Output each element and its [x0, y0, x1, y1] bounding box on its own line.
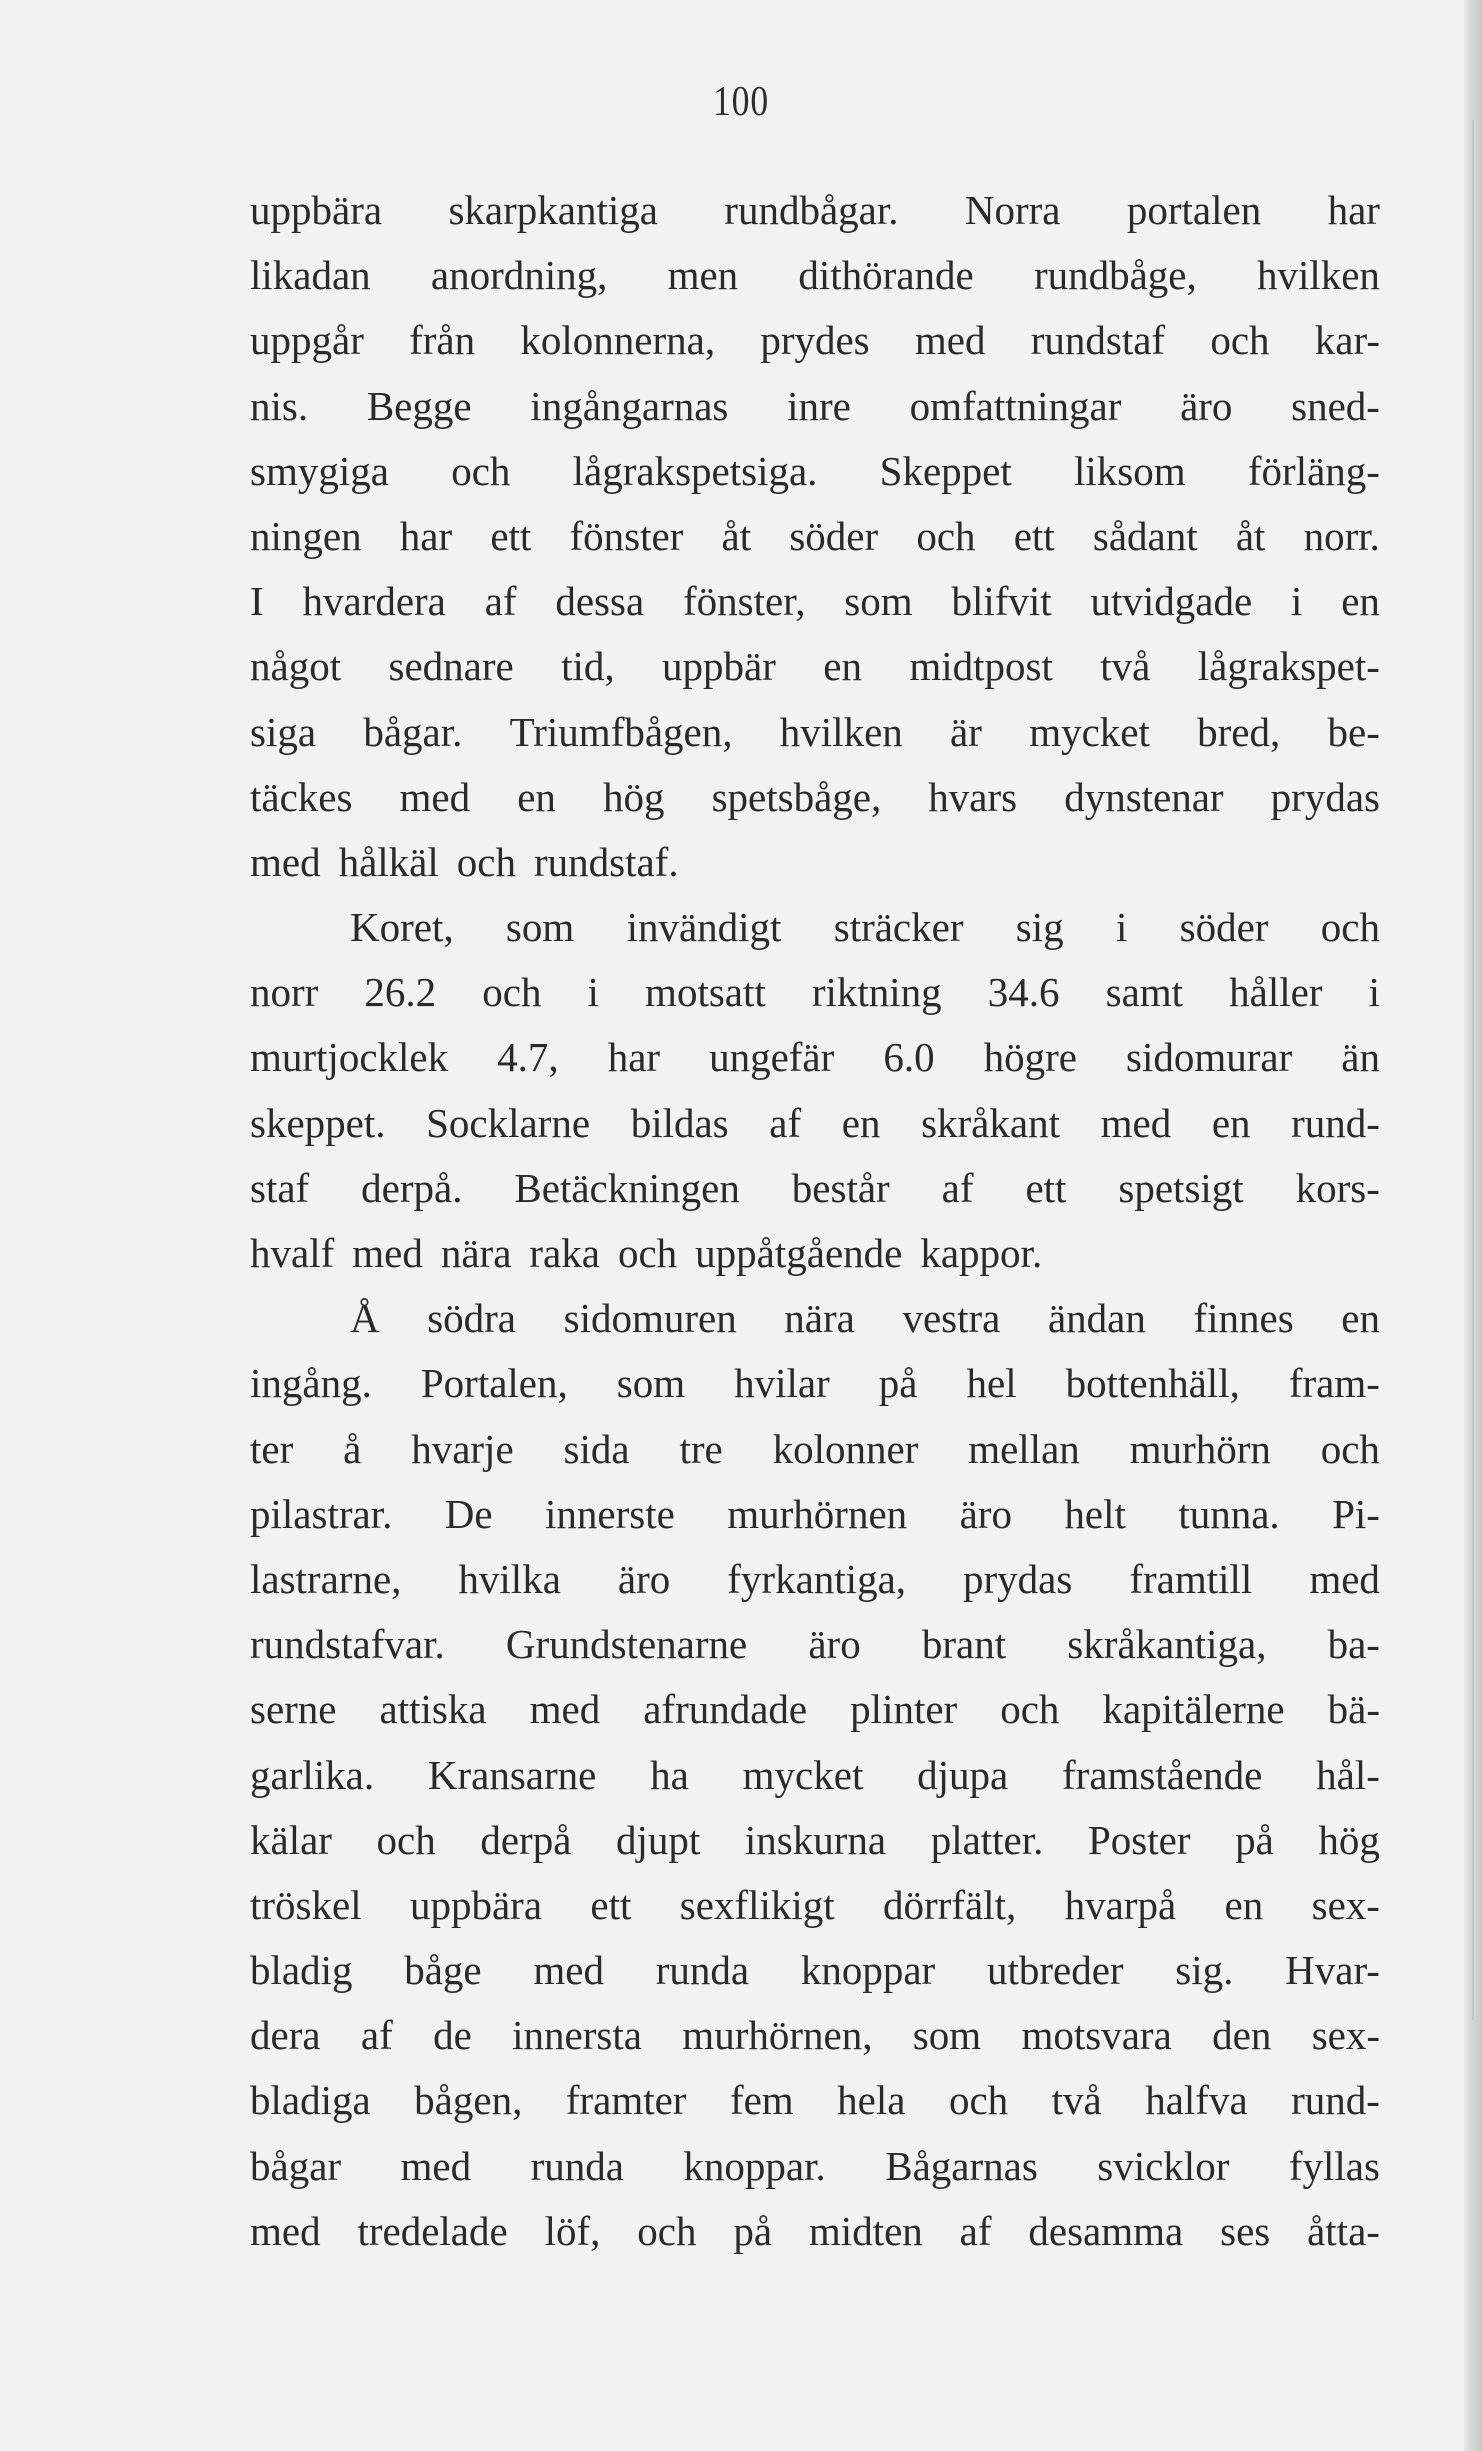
text-line: Koret, som invändigt sträcker sig i söder och: [350, 904, 1380, 951]
text-line: nis. Begge ingångarnas inre omfattningar äro sned-: [250, 382, 1380, 429]
text-line: täckes med en hög spetsbåge, hvars dynstenar prydas: [250, 773, 1380, 820]
text-line: dera af de innersta murhörnen, som motsvara den sex-: [250, 2012, 1380, 2059]
text-line: pilastrar. De innerste murhörnen äro helt tunna. Pi-: [250, 1490, 1380, 1537]
page-edge: [1464, 0, 1482, 2451]
text-line: ter å hvarje sida tre kolonner mellan murhörn och: [250, 1425, 1380, 1472]
text-line: likadan anordning, men dithörande rundbåge, hvilken: [250, 252, 1380, 299]
text-line: uppgår från kolonnerna, prydes med rundstaf och kar-: [250, 317, 1380, 364]
text-line: bladig båge med runda knoppar utbreder sig. Hvar-: [250, 1947, 1380, 1994]
page-edge-line: [1472, 120, 1474, 2020]
text-line: kälar och derpå djupt inskurna platter. Poster på hög: [250, 1816, 1380, 1863]
text-line: staf derpå. Betäckningen består af ett spetsigt kors-: [250, 1164, 1380, 1211]
text-line: Å södra sidomuren nära vestra ändan finnes en: [350, 1295, 1380, 1342]
page-number: 100: [712, 79, 770, 125]
text-line: rundstafvar. Grundstenarne äro brant skråkantiga, ba-: [250, 1621, 1380, 1668]
text-line: tröskel uppbära ett sexflikigt dörrfält, hvarpå en sex-: [250, 1881, 1380, 1928]
text-line: smygiga och lågrakspetsiga. Skeppet liksom förläng-: [250, 447, 1380, 494]
body-text: [250, 178, 1380, 2264]
text-line: serne attiska med afrundade plinter och kapitälerne bä-: [250, 1686, 1380, 1733]
text-line: med tredelade löf, och på midten af desamma ses åtta-: [250, 2207, 1380, 2254]
text-line: med hålkäl och rundstaf.: [250, 838, 679, 885]
text-line: något sednare tid, uppbär en midtpost två lågrakspet-: [250, 643, 1380, 690]
text-line: I hvardera af dessa fönster, som blifvit utvidgade i en: [250, 578, 1380, 625]
text-line: bladiga bågen, framter fem hela och två halfva rund-: [250, 2077, 1380, 2124]
text-line: hvalf med nära raka och uppåtgående kappor.: [250, 1230, 1043, 1276]
text-line: murtjocklek 4.7, har ungefär 6.0 högre sidomurar än: [250, 1034, 1380, 1081]
text-line: ningen har ett fönster åt söder och ett sådant åt norr.: [250, 512, 1380, 559]
text-line: skeppet. Socklarne bildas af en skråkant med en rund-: [250, 1099, 1380, 1146]
text-line: garlika. Kransarne ha mycket djupa framstående hål-: [250, 1751, 1380, 1798]
text-line: ingång. Portalen, som hvilar på hel bottenhäll, fram-: [250, 1360, 1380, 1407]
text-line: lastrarne, hvilka äro fyrkantiga, prydas framtill med: [250, 1555, 1380, 1602]
text-line: siga bågar. Triumfbågen, hvilken är mycket bred, be-: [250, 708, 1380, 755]
text-line: bågar med runda knoppar. Bågarnas svicklor fyllas: [250, 2142, 1380, 2189]
text-line: uppbära skarpkantiga rundbågar. Norra portalen har: [250, 187, 1380, 233]
text-line: norr 26.2 och i motsatt riktning 34.6 samt håller i: [250, 969, 1380, 1016]
